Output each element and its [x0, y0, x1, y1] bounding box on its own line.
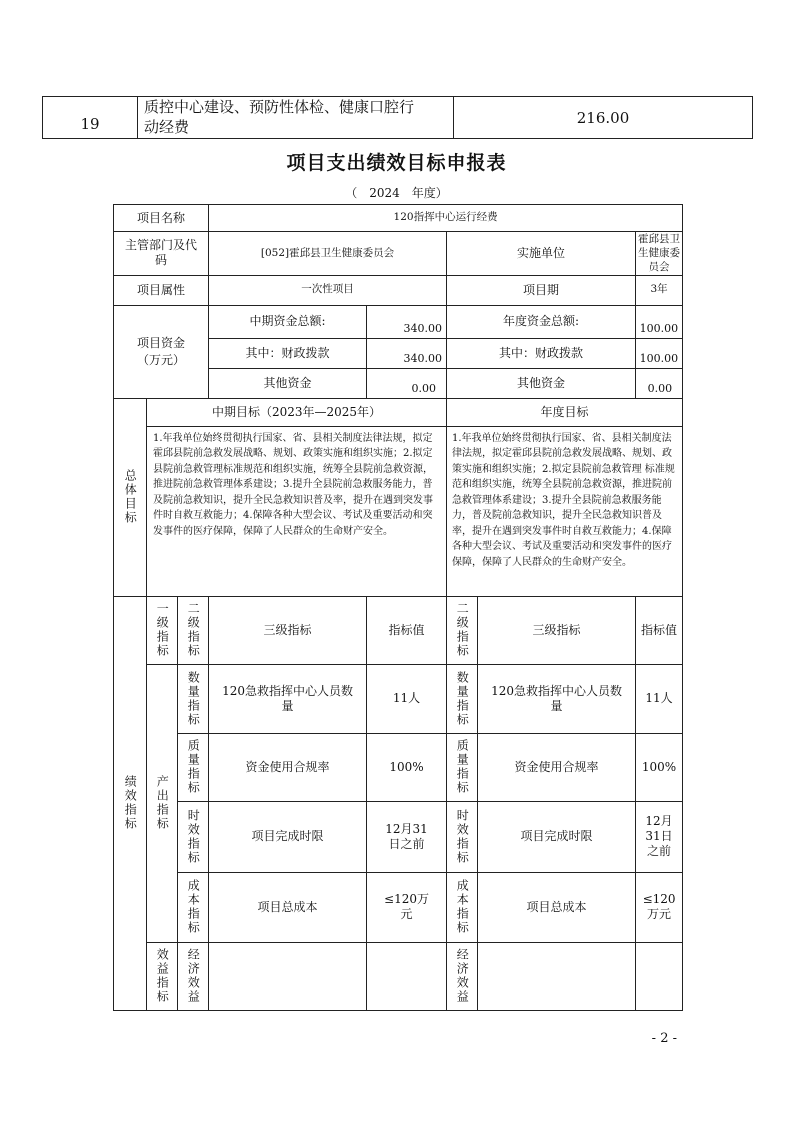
unit-label: 实施单位: [447, 232, 636, 276]
indicator-name: 项目完成时限: [209, 801, 367, 872]
year-fiscal-label: 其中：财政拨款: [447, 338, 636, 368]
benefit-label: [147, 942, 178, 1010]
year-goal-header: 年度目标: [447, 398, 683, 426]
mid-total-label: 中期资金总额:: [209, 305, 367, 338]
unit-value: 霍邱县卫生健康委员会: [636, 232, 683, 276]
previous-table-row: [42, 96, 753, 139]
indicator-name: 项目总成本: [209, 872, 367, 942]
level2-cell: [178, 942, 209, 1010]
h-level2-text: 二级指标: [186, 602, 201, 659]
year-fiscal-value: 100.00: [636, 338, 683, 368]
level2-text: 成本指标: [186, 879, 201, 936]
period-value: 3年: [636, 275, 683, 305]
indicator-year-value: 12月31日之前: [636, 801, 683, 872]
mid-other-label: 其他资金: [209, 368, 367, 398]
indicator-year-value: [636, 942, 683, 1010]
level2-cell: [178, 801, 209, 872]
period-label: 项目期: [447, 275, 636, 305]
h-value-right: 指标值: [636, 596, 683, 664]
indicator-year-value: ≤120万元: [636, 872, 683, 942]
level2-text: 经济效益: [186, 948, 201, 1005]
h-level1: [147, 596, 178, 664]
year-total-value: 100.00: [636, 305, 683, 338]
indicator-name-right: [478, 942, 636, 1010]
level2-right-text: 时效指标: [455, 808, 470, 865]
performance-form-table: [113, 204, 683, 1011]
indicator-name: 120急救指挥中心人员数量: [209, 664, 367, 733]
indicator-name-right: 项目完成时限: [478, 801, 636, 872]
level2-text: 质量指标: [186, 739, 201, 796]
h-level2: [178, 596, 209, 664]
indicator-year-value: 100%: [636, 733, 683, 801]
year-other-label: 其他资金: [447, 368, 636, 398]
row-amount: 216.00: [454, 97, 753, 139]
level2-cell: [178, 733, 209, 801]
attr-value: 一次性项目: [209, 275, 447, 305]
indicator-name-right: 项目总成本: [478, 872, 636, 942]
h-value: 指标值: [367, 596, 447, 664]
funds-label: 项目资金（万元）: [114, 305, 209, 398]
mid-total-value: 340.00: [367, 305, 447, 338]
indicator-name: 资金使用合规率: [209, 733, 367, 801]
level2-cell: [178, 872, 209, 942]
dept-label: 主管部门及代码: [114, 232, 209, 276]
year-line: （ 2024 年度）: [345, 186, 448, 200]
level2-right-text: 成本指标: [455, 879, 470, 936]
row-item-line2: 动经费: [144, 117, 190, 136]
mid-other-value: 0.00: [367, 368, 447, 398]
project-name-value: 120指挥中心运行经费: [209, 205, 683, 232]
mid-goal-header: 中期目标（2023年—2025年）: [147, 398, 447, 426]
h-level3: 三级指标: [209, 596, 367, 664]
indicator-name-right: 120急救指挥中心人员数量: [478, 664, 636, 733]
indicator-mid-value: 12月31日之前: [367, 801, 447, 872]
indicators-label-text: 绩效指标: [123, 775, 138, 832]
row-index: 19: [43, 97, 138, 139]
benefit-label-text: 效益指标: [155, 948, 170, 1005]
year-goal-text: 1.年我单位始终贯彻执行国家、省、县相关制度法律法规，拟定霍邱县院前急救发展战略、规划、政策实施和组织实施；2.拟定县院前急救管理 标准规范和组织实施，统筹全县院前急救资源，推进院前急救管理体系建设；3.提升全县院前急救服务能力，普及院前急救知识，提升全民急救知识普及率，提升在遇到突发事件时自救互救能力；4.保障各种大型会议、考试及重要活动和突发事件的医疗保障，保障了人民群众的生命财产安全。: [447, 426, 683, 596]
level2-right-text: 经济效益: [455, 948, 470, 1005]
mid-fiscal-value: 340.00: [367, 338, 447, 368]
mid-goal-text: 1.年我单位始终贯彻执行国家、省、县相关制度法律法规，拟定霍邱县院前急救发展战略、规划、政策实施和组织实施；2.拟定县院前急救管理标准规范和组织实施，统筹全县院前急救资源，推进院前急救管理体系建设；3.提升全县院前急救服务能力，普及院前急救知识，提升全民急救知识普及率，提升在遇到突发事件时自救互救能力；4.保障各种大型会议、考试及重要活动和突发事件的医疗保障，保障了人民群众的生命财产安全。: [147, 426, 447, 596]
indicator-mid-value: ≤120万元: [367, 872, 447, 942]
year-total-label: 年度资金总额:: [447, 305, 636, 338]
level2-right-text: 数量指标: [455, 670, 470, 727]
indicator-mid-value: [367, 942, 447, 1010]
page-title: 项目支出绩效目标申报表: [286, 152, 507, 174]
project-name-label: 项目名称: [114, 205, 209, 232]
level2-text: 时效指标: [186, 808, 201, 865]
mid-fiscal-label: 其中：财政拨款: [209, 338, 367, 368]
indicator-year-value: 11人: [636, 664, 683, 733]
h-level3-right: 三级指标: [478, 596, 636, 664]
indicator-name: [209, 942, 367, 1010]
indicator-name-right: 资金使用合规率: [478, 733, 636, 801]
row-item-line1: 质控中心建设、预防性体检、健康口腔行: [144, 98, 415, 116]
goals-label-text: 总体目标: [123, 469, 138, 526]
indicator-mid-value: 100%: [367, 733, 447, 801]
level2-cell-right: [447, 942, 478, 1010]
h-level2-right: [447, 596, 478, 664]
attr-label: 项目属性: [114, 275, 209, 305]
output-label-text: 产出指标: [155, 775, 170, 832]
goals-label: [114, 398, 147, 596]
level2-cell-right: [447, 872, 478, 942]
level2-text: 数量指标: [186, 670, 201, 727]
level2-right-text: 质量指标: [455, 739, 470, 796]
output-label: [147, 664, 178, 942]
page-number: - 2 -: [651, 1031, 677, 1046]
level2-cell-right: [447, 733, 478, 801]
level2-cell-right: [447, 664, 478, 733]
h-level1-text: 一级指标: [155, 602, 170, 659]
level2-cell: [178, 664, 209, 733]
indicator-mid-value: 11人: [367, 664, 447, 733]
level2-cell-right: [447, 801, 478, 872]
year-other-value: 0.00: [636, 368, 683, 398]
h-level2-right-text: 二级指标: [455, 602, 470, 659]
dept-value: [052]霍邱县卫生健康委员会: [209, 232, 447, 276]
row-item: [138, 97, 454, 139]
indicators-label: [114, 596, 147, 1010]
